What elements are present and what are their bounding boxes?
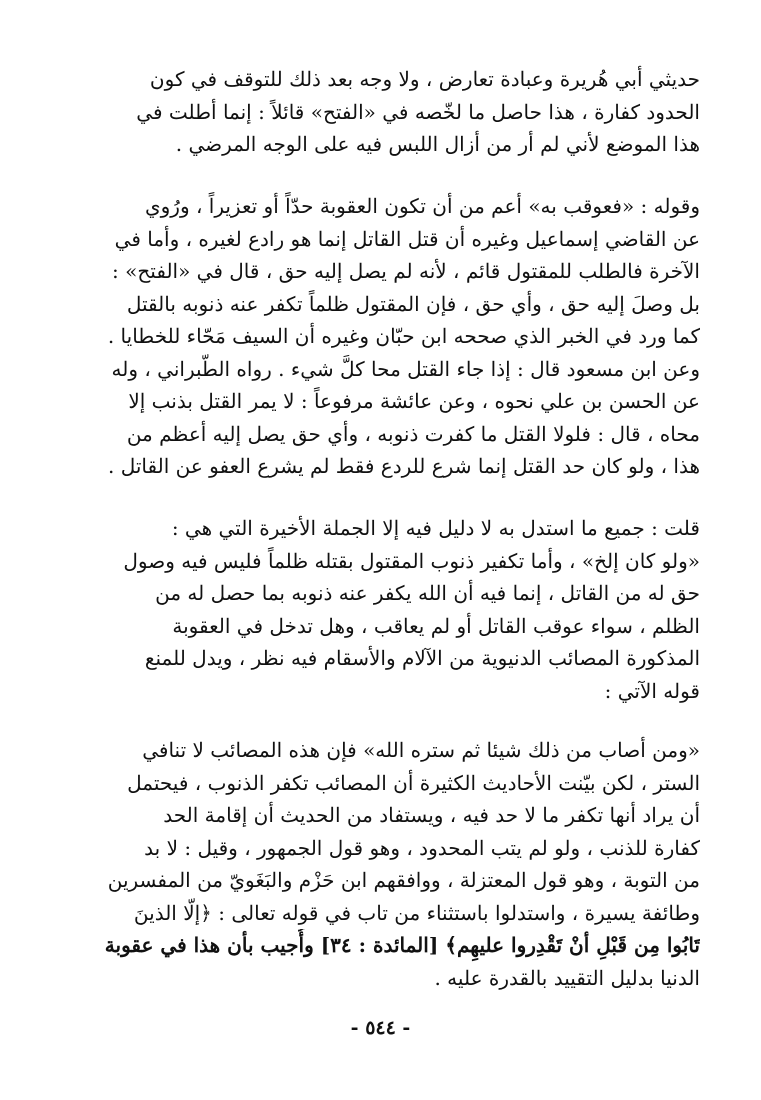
paragraph-3 <box>68 512 700 707</box>
paragraph-2 <box>68 190 700 483</box>
paragraph-4 <box>68 734 700 994</box>
text-line: حديثي أبي هُريرة وعبادة تعارض ، ولا وجه بعد ذلك للتوقف في كون <box>149 67 700 91</box>
text-line: قوله الآتي : <box>604 678 700 703</box>
text-line: الدنيا بدليل التقييد بالقدرة عليه . <box>434 965 700 990</box>
text-line: تَابُوا مِن قَبْلِ أنْ تَقْدِروا عليهِم﴾ [المائدة : ٣٤] وأُجيب بأن هذا في عقوبة <box>104 933 700 957</box>
text-line: كما ورد في الخبر الذي صححه ابن حبّان وغيره أن السيف مَحّاء للخطايا . <box>107 324 700 348</box>
text-line: الآخرة فالطلب للمقتول قائم ، لأنه لم يصل إليه حق ، قال في «الفتح» : <box>112 259 700 283</box>
text-line: عن القاضي إسماعيل وغيره أن قتل القاتل إنما هو رادع لغيره ، وأما في <box>114 226 700 251</box>
text-line: عن الحسن بن علي نحوه ، وعن عائشة مرفوعاً : لا يمر القتل بذنب إلا <box>128 389 700 413</box>
text-line: «ومن أصاب من ذلك شيئا ثم ستره الله» فإن هذه المصائب لا تنافي <box>142 738 700 762</box>
text-line: حق له من القاتل ، إنما فيه أن الله يكفر عنه ذنوبه بما حصل له من <box>155 581 700 605</box>
text-line: الستر ، لكن بيّنت الأحاديث الكثيرة أن المصائب تكفر الذنوب ، فيحتمل <box>127 770 700 795</box>
paragraph-1 <box>68 63 700 161</box>
text-line: محاه ، قال : فلولا القتل ما كفرت ذنوبه ، وأي حق يصل إليه أعظم من <box>126 421 700 446</box>
text-line: وعن ابن مسعود قال : إذا جاء القتل محا كلَّ شيء . رواه الطّبراني ، وله <box>111 356 700 381</box>
text-line: وقوله : «فعوقب به» أعم من أن تكون العقوبة حدّاً أو تعزيراً ، ورُوي <box>144 194 700 218</box>
text-line: المذكورة المصائب الدنيوية من الآلام والأسقام فيه نظر ، ويدل للمنع <box>144 646 700 670</box>
text-line: بل وصلَ إليه حق ، وأي حق ، فإن المقتول ظلماً تكفر عنه ذنوبه بالقتل <box>126 291 700 316</box>
page-number: - ٥٤٤ - <box>350 1017 411 1039</box>
text-line: أن يراد أنها تكفر ما لا حد فيه ، ويستفاد من الحديث أن إقامة الحد <box>163 803 700 827</box>
text-line: كفارة للذنب ، ولو لم يتب المحدود ، وهو قول الجمهور ، وقيل : لا بد <box>144 835 700 860</box>
text-line: هذا ، ولو كان حد القتل إنما شرع للردع فقط لم يشرع العفو عن القاتل . <box>108 454 700 478</box>
text-line: الظلم ، سواء عوقب القاتل أو لم يعاقب ، وهل تدخل في العقوبة <box>172 613 700 638</box>
text-line: «ولو كان إلخ» ، وأما تكفير ذنوب المقتول بقتله ظلماً فليس فيه وصول <box>123 548 700 573</box>
text-line: وطائفة يسيرة ، واستدلوا باستثناء من تاب في قوله تعالى : ﴿إلّا الذينَ <box>133 900 700 925</box>
text-line: الحدود كفارة ، هذا حاصل ما لخّصه في «الفتح» قائلاً : إنما أطلت في <box>136 99 700 124</box>
text-line: من التوبة ، وهو قول المعتزلة ، ووافقهم ابن حَزْم والبَغَويّ من المفسرين <box>107 868 700 892</box>
text-line: هذا الموضع لأني لم أر من أزال اللبس فيه على الوجه المرضي . <box>175 132 700 156</box>
text-line: قلت : جميع ما استدل به لا دليل فيه إلا الجملة الأخيرة التي هي : <box>171 516 700 540</box>
